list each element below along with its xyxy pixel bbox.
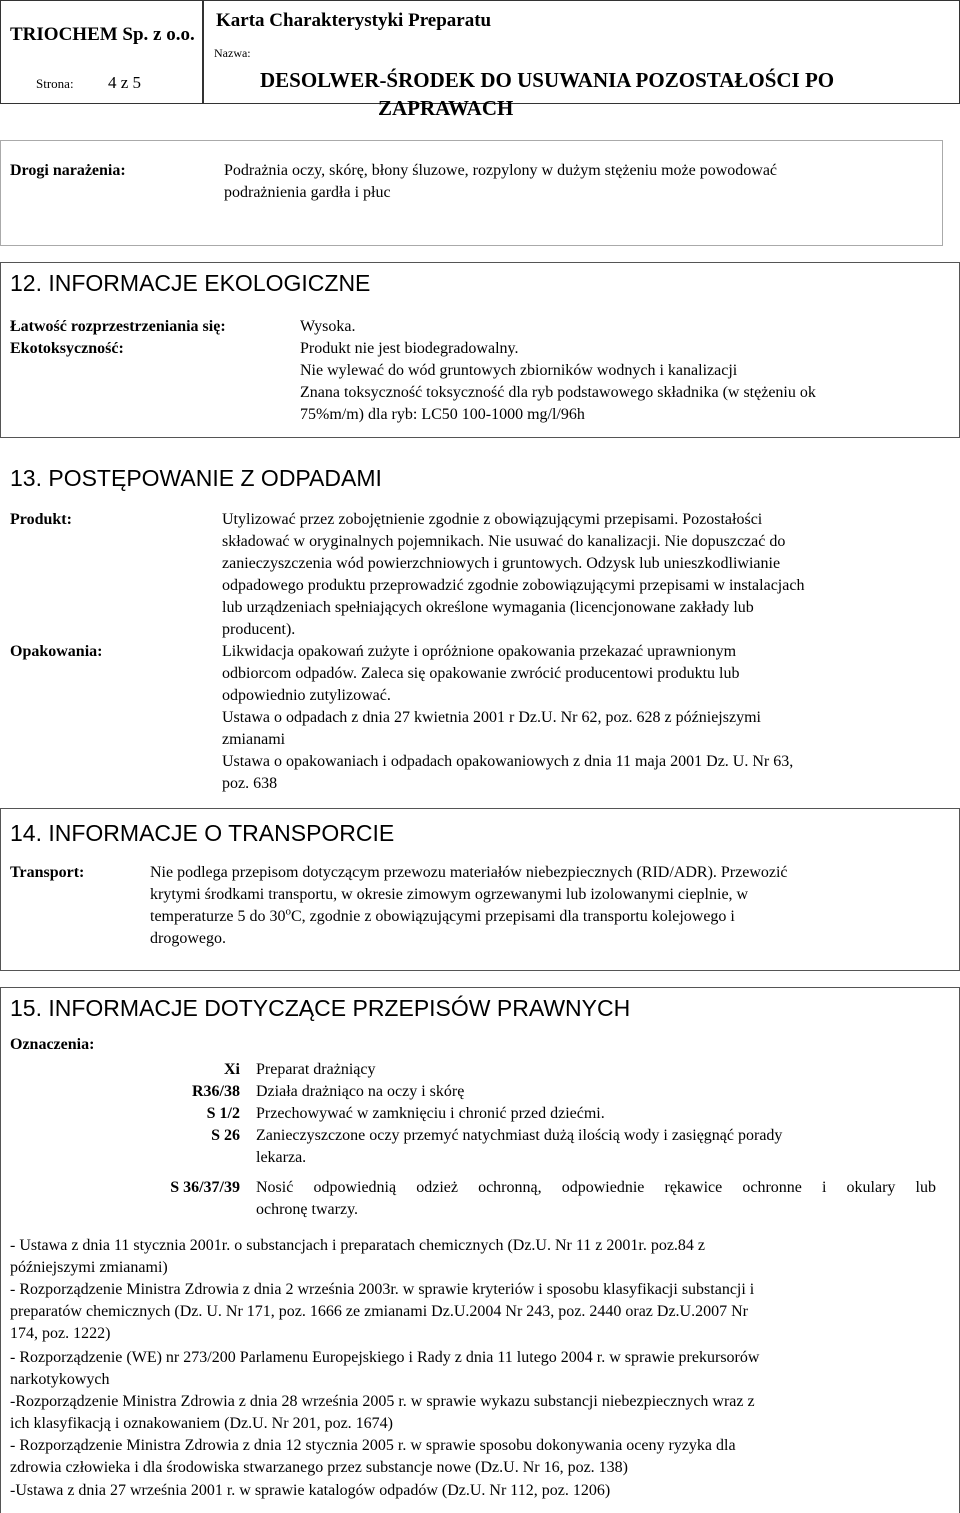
- s13-line-1: Utylizować przez zobojętnienie zgodnie z obowiązującymi przepisami. Pozostałości: [222, 511, 763, 528]
- product-label: Produkt:: [10, 511, 72, 528]
- company-name: TRIOCHEM Sp. z o.o.: [10, 24, 195, 45]
- s13-line-9: odpowiednio zutylizować.: [222, 687, 391, 704]
- legal-line-2: późniejszymi zmianami): [10, 1259, 168, 1276]
- document-title: Karta Charakterystyki Preparatu: [216, 10, 492, 31]
- transport-line-3: [150, 906, 735, 928]
- product-name-line1: DESOLWER-ŚRODEK DO USUWANIA POZOSTAŁOŚCI PO: [260, 68, 835, 92]
- code-s36-37-39-text-1: Nosić odpowiednią odzież ochronną, odpowiednie rękawice ochronne i okulary lub: [256, 1179, 936, 1196]
- legal-line-9: ich klasyfikacją i oznakowaniem (Dz.U. Nr 201, poz. 1674): [10, 1415, 393, 1432]
- s13-line-10: Ustawa o odpadach z dnia 27 kwietnia 2001 r Dz.U. Nr 62, poz. 628 z późniejszymi: [222, 709, 761, 726]
- name-label: Nazwa:: [214, 46, 251, 60]
- exposure-line-2: podrażnienia gardła i płuc: [224, 184, 391, 201]
- code-s26-text-1: Zanieczyszczone oczy przemyć natychmiast dużą ilością wody i zasięgnąć porady: [256, 1127, 783, 1144]
- s13-line-13: poz. 638: [222, 775, 278, 792]
- spread-label: Łatwość rozprzestrzeniania się:: [10, 318, 226, 335]
- legal-line-6: - Rozporządzenie (WE) nr 273/200 Parlamenu Europejskiego i Rady z dnia 11 lutego 2004 r. w sprawie prekursorów: [10, 1349, 760, 1366]
- s13-line-6: producent).: [222, 621, 296, 638]
- section-14-title: 14. INFORMACJE O TRANSPORCIE: [10, 820, 395, 846]
- s13-line-4: odpadowego produktu przeprowadzić zgodnie zobowiązującymi przepisami w instalacjach: [222, 577, 805, 594]
- transport-line-1: Nie podlega przepisom dotyczącym przewozu materiałów niebezpiecznych (RID/ADR). Przewozić: [150, 864, 788, 881]
- code-s36-37-39: S 36/37/39: [170, 1179, 240, 1196]
- s13-line-7: Likwidacja opakowań zużyte i opróżnione opakowania przekazać uprawnionym: [222, 643, 737, 660]
- section-12-title: 12. INFORMACJE EKOLOGICZNE: [10, 270, 371, 296]
- code-s1-2: S 1/2: [206, 1105, 240, 1122]
- transport-label: Transport:: [10, 864, 85, 881]
- exposure-label: Drogi narażenia:: [10, 162, 126, 179]
- labelling-label: Oznaczenia:: [10, 1036, 95, 1053]
- code-r36-38-text: Działa drażniąco na oczy i skórę: [256, 1083, 465, 1100]
- legal-line-5: 174, poz. 1222): [10, 1325, 111, 1342]
- section-15-title: 15. INFORMACJE DOTYCZĄCE PRZEPISÓW PRAWNYCH: [10, 995, 631, 1021]
- code-xi: Xi: [224, 1061, 240, 1078]
- legal-line-7: narkotykowych: [10, 1371, 110, 1388]
- legal-line-10: - Rozporządzenie Ministra Zdrowia z dnia 12 stycznia 2005 r. w sprawie sposobu dokonywania oceny ryzyka dla: [10, 1437, 736, 1454]
- code-s36-37-39-text-2: ochronę twarzy.: [256, 1201, 359, 1218]
- legal-line-12: -Ustawa z dnia 27 września 2001 r. w sprawie katalogów odpadów (Dz.U. Nr 112, poz. 1206): [10, 1482, 611, 1499]
- legal-line-4: preparatów chemicznych (Dz. U. Nr 171, poz. 1666 ze zmianami Dz.U.2004 Nr 243, poz. 2440 oraz Dz.U.2007 Nr: [10, 1303, 748, 1320]
- s13-line-2: składować w oryginalnych pojemnikach. Nie usuwać do kanalizacji. Nie dopuszczać do: [222, 533, 786, 550]
- section-13-title: 13. POSTĘPOWANIE Z ODPADAMI: [10, 465, 382, 491]
- exposure-box: [0, 140, 943, 246]
- transport-line-3-pre: temperaturze 5 do 30: [150, 908, 286, 925]
- s12-line-2: Produkt nie jest biodegradowalny.: [300, 340, 519, 357]
- page-number: 4 z 5: [108, 73, 142, 92]
- code-xi-text: Preparat drażniący: [256, 1061, 376, 1078]
- legal-line-1: - Ustawa z dnia 11 stycznia 2001r. o substancjach i preparatach chemicznych (Dz.U. Nr 11 z 2001r. poz.84 z: [10, 1237, 706, 1254]
- code-s26-text-2: lekarza.: [256, 1149, 307, 1166]
- s12-line-5: 75%m/m) dla ryb: LC50 100-1000 mg/l/96h: [300, 406, 585, 423]
- s13-line-11: zmianami: [222, 731, 286, 748]
- transport-line-4: drogowego.: [150, 930, 226, 947]
- s12-line-1: Wysoka.: [300, 318, 356, 335]
- page-label: Strona:: [36, 76, 74, 91]
- s13-line-5: lub urządzeniach spełniających określone wymagania (licencjonowane zakłady lub: [222, 599, 754, 616]
- s12-line-3: Nie wylewać do wód gruntowych zbiorników wodnych i kanalizacji: [300, 362, 738, 379]
- code-s1-2-text: Przechowywać w zamknięciu i chronić przed dziećmi.: [256, 1105, 605, 1122]
- product-name-line2: ZAPRAWACH: [378, 96, 514, 120]
- legal-line-11: zdrowia człowieka i dla środowiska stwarzanego przez substancje nowe (Dz.U. Nr 16, poz. 138): [10, 1459, 629, 1476]
- transport-line-3-post: C, zgodnie z obowiązującymi przepisami dla transportu kolejowego i: [291, 908, 735, 925]
- header-company-box: [0, 0, 203, 104]
- legal-line-8: -Rozporządzenie Ministra Zdrowia z dnia 28 września 2005 r. w sprawie wykazu substancji niebezpiecznych wraz z: [10, 1393, 755, 1410]
- s13-line-12: Ustawa o opakowaniach i odpadach opakowaniowych z dnia 11 maja 2001 Dz. U. Nr 63,: [222, 753, 794, 770]
- legal-line-3: - Rozporządzenie Ministra Zdrowia z dnia 2 września 2003r. w sprawie kryteriów i sposobu klasyfikacji substancji i: [10, 1281, 755, 1298]
- packaging-label: Opakowania:: [10, 643, 103, 660]
- exposure-line-1: Podrażnia oczy, skórę, błony śluzowe, rozpylony w dużym stężeniu może powodować: [224, 162, 778, 179]
- code-r36-38: R36/38: [192, 1083, 240, 1100]
- s12-line-4: Znana toksyczność toksyczność dla ryb podstawowego składnika (w stężeniu ok: [300, 384, 816, 401]
- ecotoxicity-label: Ekotoksyczność:: [10, 340, 124, 357]
- s13-line-3: zanieczyszczenia wód powierzchniowych i gruntowych. Odzysk lub unieszkodliwianie: [222, 555, 781, 572]
- s13-line-8: odbiorcom odpadów. Zaleca się opakowanie zwrócić producentowi produktu lub: [222, 665, 740, 682]
- degree-superscript: o: [285, 905, 291, 918]
- transport-line-2: krytymi środkami transportu, w okresie zimowym ogrzewanymi lub izolowanymi cieplnie, w: [150, 886, 749, 903]
- code-s26: S 26: [211, 1127, 240, 1144]
